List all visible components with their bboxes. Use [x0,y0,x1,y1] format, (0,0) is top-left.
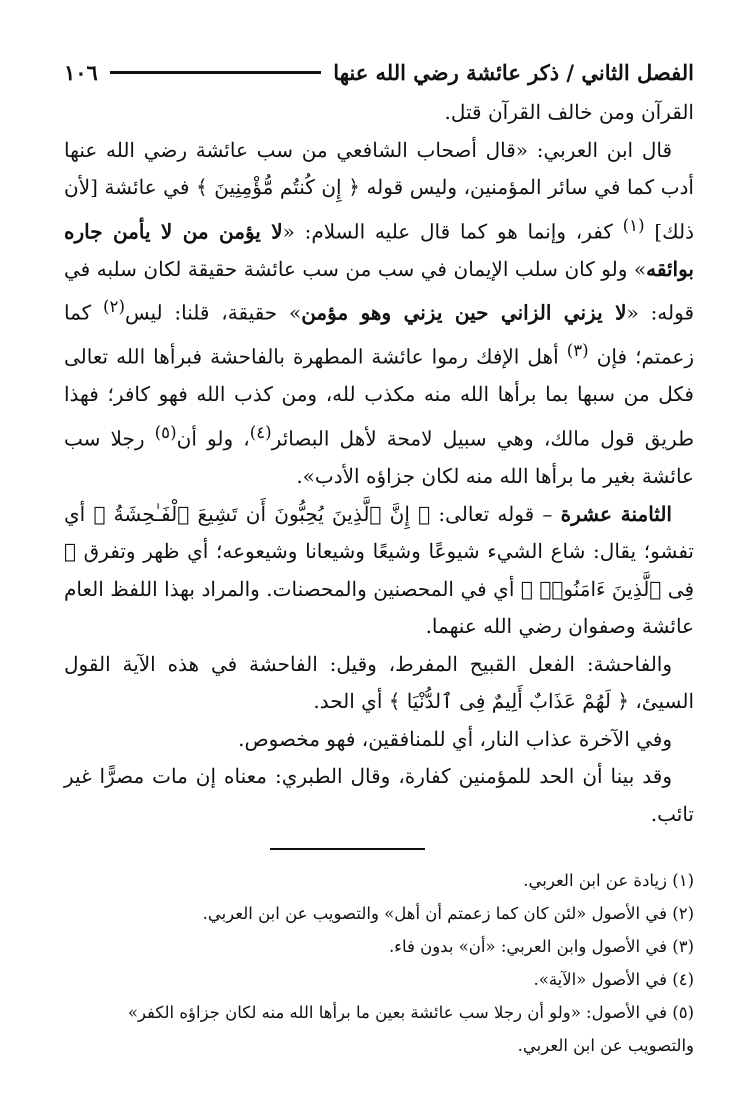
hadith-quote-2: لا يزني الزاني حين يزني وهو مؤمن [301,300,627,325]
footnote-2: (٢) في الأصول «لئن كان كما زعمتم أن أهل» والتصويب عن ابن العربي. [202,904,694,923]
footnote-ref-1[interactable]: (١) [622,215,645,235]
text-run: أهل الإفك رموا عائشة المطهرة بالفاحشة فبرأها الله تعالى فكل من سبها بما برأها الله منه مكذب لله، ومن كذب الله فهو كافر؛ فهذا طريق قول مالك، وهي سبيل لامحة لأهل البصائر [64,344,695,451]
text-run: » ولو كان سلب الإيمان في سب من سب عائشة حقيقة لكان سلبه في قوله: « [64,256,695,325]
text-run: قال ابن العربي: «قال أصحاب الشافعي من سب عائشة رضي الله عنها أدب كما في سائر المؤمنين، وليس قوله ﴿ إِن كُنتُم مُّؤْمِنِينَ ﴾ في عائشة [لأن ذلك] [64,137,695,244]
paragraph-6: وقد بينا أن الحد للمؤمنين كفارة، وقال الطبري: معناه إن مات مصرًّا غير تائب. [64,764,694,826]
footnote-5: (٥) في الأصول: «ولو أن رجلا سب عائشة بعين ما برأها الله منه لكان جزاؤه الكفر» والتصويب عن ابن العربي. [127,1003,694,1055]
footnote-1: (١) زيادة عن ابن العربي. [523,871,694,890]
text-run: كما زعمتم؛ فإن [64,300,694,369]
hadith-quote-1: لا يؤمن من لا يأمن جاره بوائقه [64,219,694,281]
footnote-ref-5[interactable]: (٥) [154,422,177,442]
paragraph-5: وفي الآخرة عذاب النار، أي للمنافقين، فهو مخصوص. [238,726,672,751]
text-run: – قوله تعالى: ﴿ إِنَّ ٱلَّذِينَ يُحِبُّونَ أَن تَشِيعَ ٱلْفَـٰحِشَةُ ﴾ أي تفشو؛ يقال: شاع الشيء شيوعًا وشيعًا وشيعانا وشيعوعه؛ أي ظهر وتفرق ﴿ فِى ٱلَّذِينَ ءَامَنُوا۟ ﴾ أي في المحصنين والمحصنات. والمراد بهذا اللفظ العام عائشة وصفوان رضي الله عنهما. [64,501,695,639]
text-run: » حقيقة، قلنا: ليس [124,300,302,325]
running-header [64,52,694,92]
footnote-3: (٣) في الأصول وابن العربي: «أن» بدون فاء. [388,937,694,956]
paragraph-1: القرآن ومن خالف القرآن قتل. [444,100,694,124]
text-run: رجلا سب عائشة بغير ما برأها الله منه لكان جزاؤه الأدب». [64,426,694,489]
text-run: كفر، وإنما هو كما قال عليه السلام: « [282,219,623,244]
header-rule [110,71,321,74]
section-heading: الثامنة عشرة [560,501,672,526]
footnote-separator [270,848,425,850]
footnotes [64,864,694,1062]
main-text [64,94,694,833]
paragraph-4: والفاحشة: الفعل القبيح المفرط، وقيل: الفاحشة في هذه الآية القول السيئ، ﴿ لَهُمْ عَذَابٌ أَلِيمٌ فِى ٱلدُّنْيَا ﴾ أي الحد. [64,651,694,714]
paragraph-3 [64,496,694,646]
paragraph-2 [64,132,694,496]
footnote-4: (٤) في الأصول «الآية». [533,970,694,989]
page-number: ١٠٦ [64,59,98,85]
chapter-title: الفصل الثاني / ذكر عائشة رضي الله عنها [333,59,694,85]
footnote-ref-3[interactable]: (٣) [566,341,589,361]
footnote-ref-2[interactable]: (٢) [103,297,125,317]
text-run: ، ولو أن [176,426,250,451]
footnote-ref-4[interactable]: (٤) [249,422,272,442]
